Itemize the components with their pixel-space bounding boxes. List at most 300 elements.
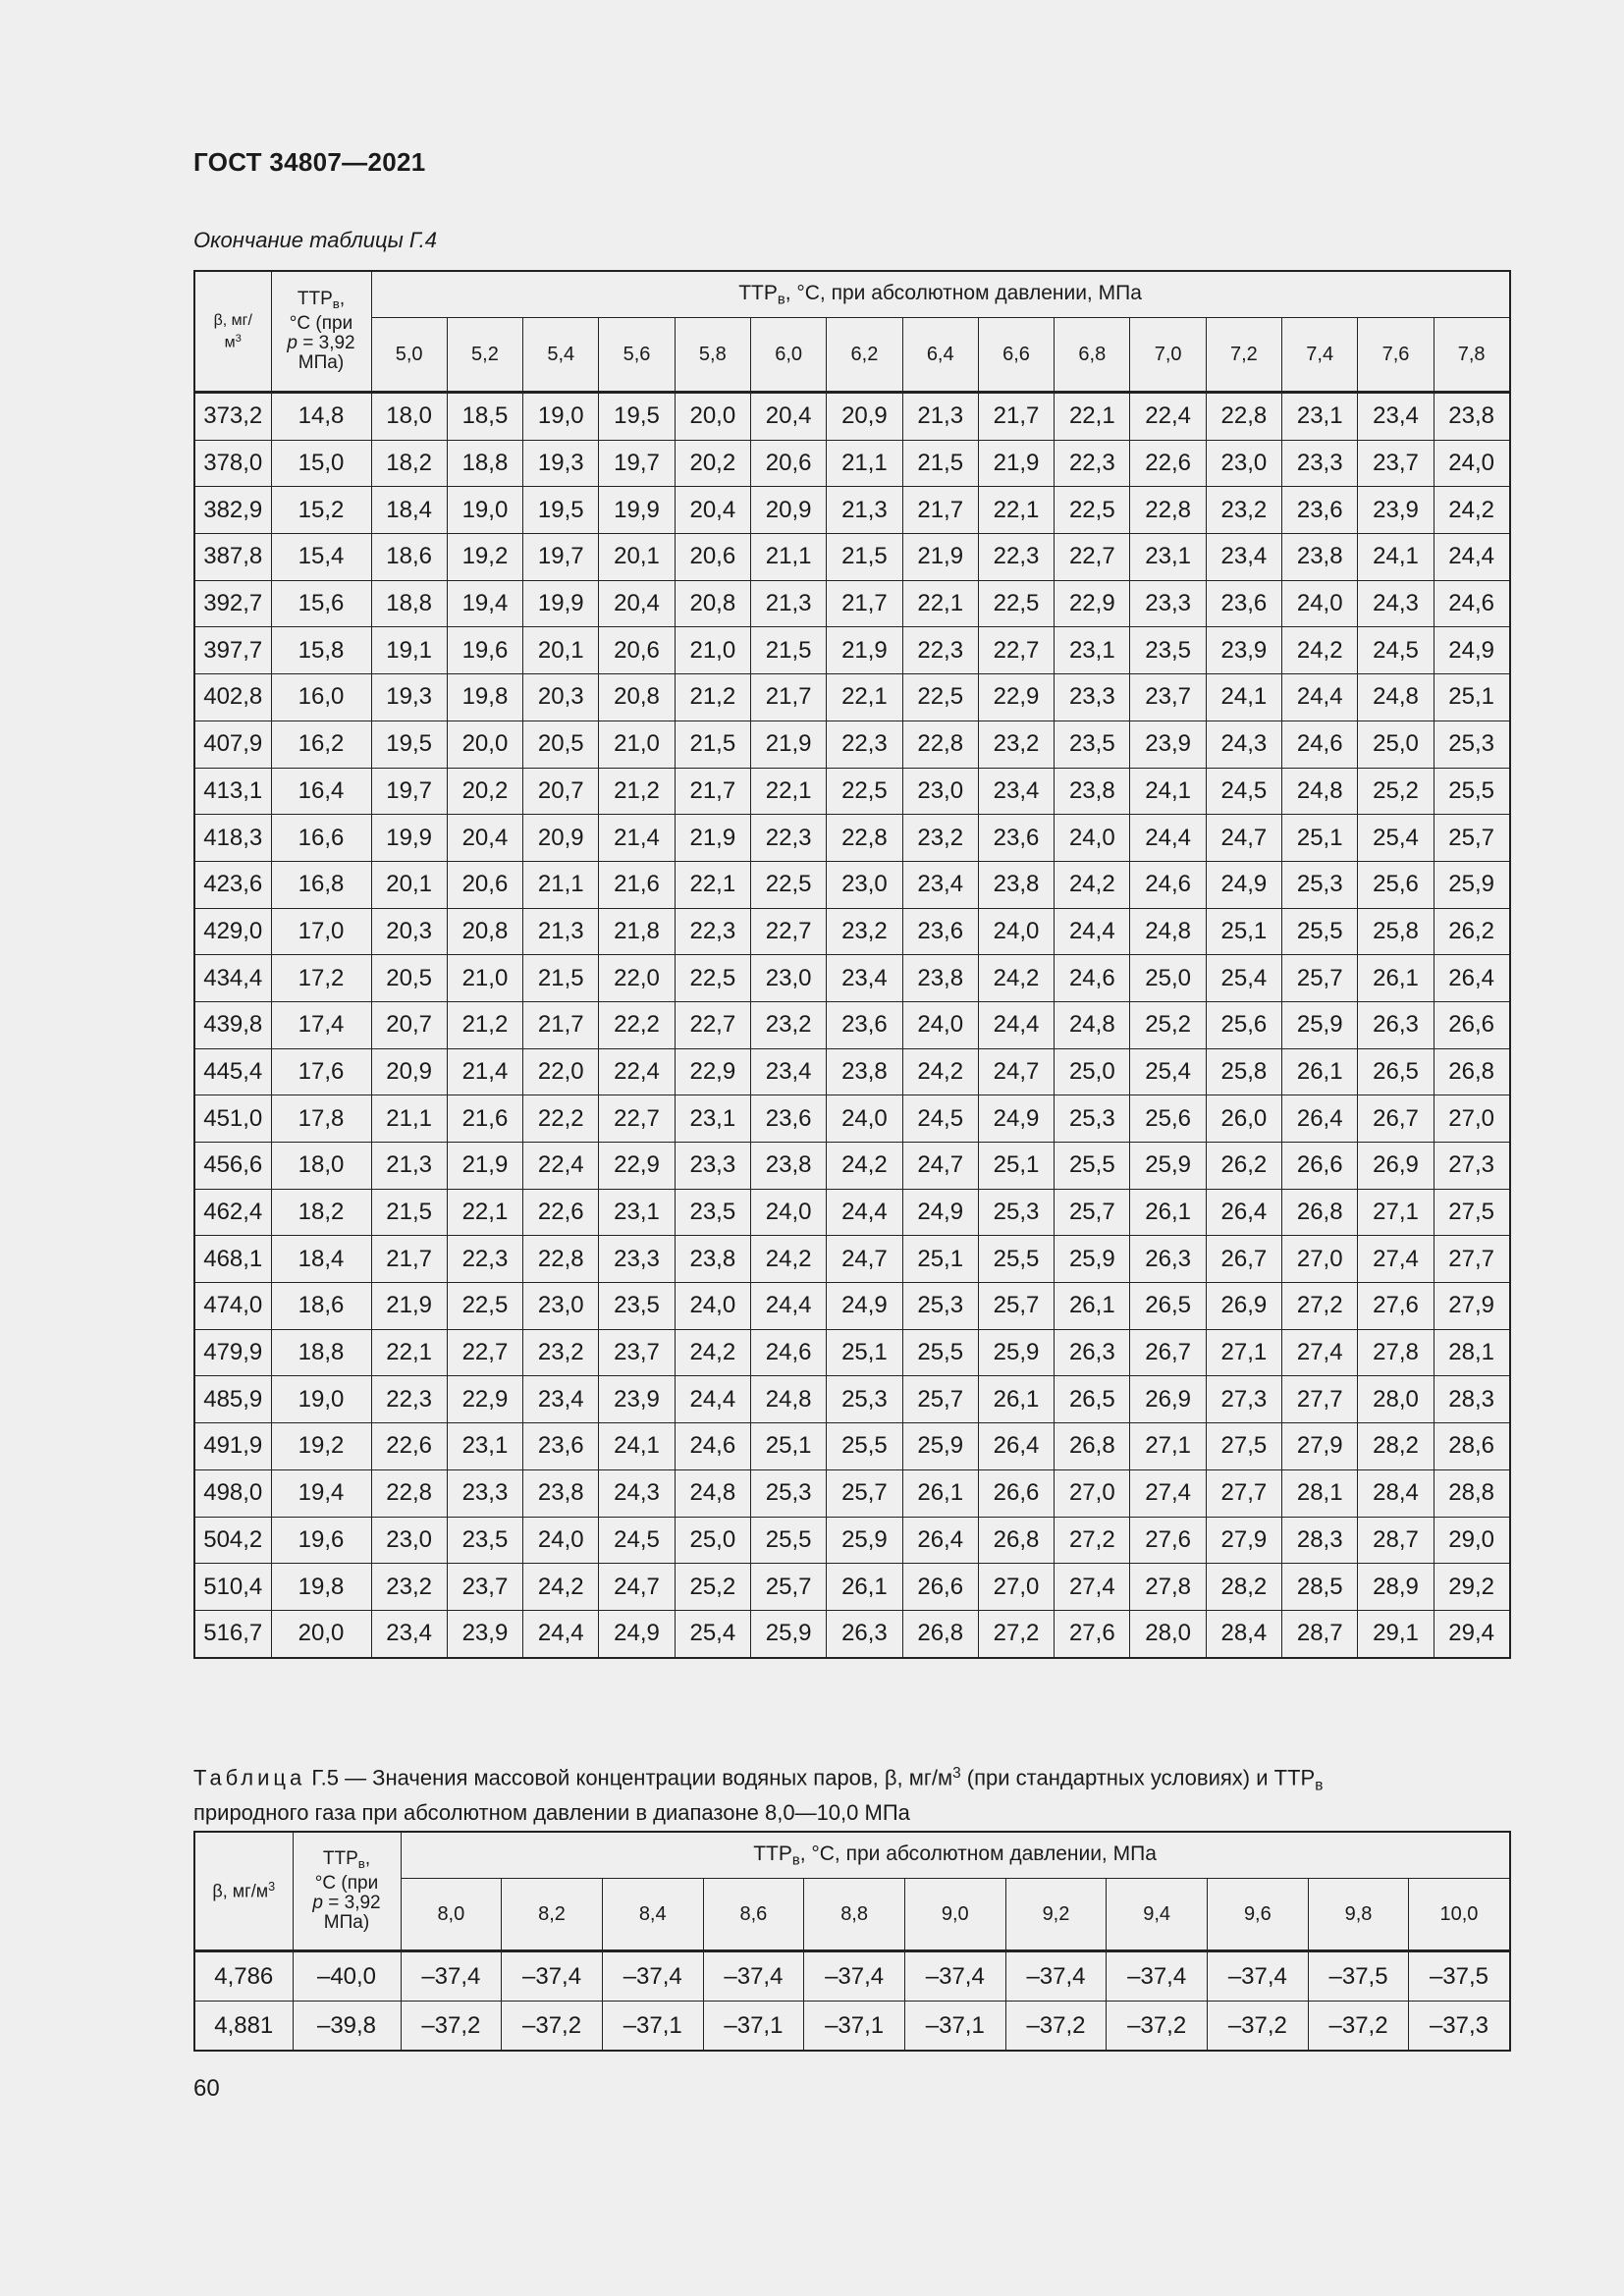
value-cell: 26,2 <box>1434 908 1509 955</box>
value-cell: 20,4 <box>447 815 522 862</box>
value-cell: 25,2 <box>675 1564 750 1611</box>
value-cell: 21,9 <box>675 815 750 862</box>
value-cell: 19,3 <box>523 440 599 487</box>
ttr-ref-cell: 16,6 <box>271 815 371 862</box>
value-cell: 26,3 <box>1130 1236 1206 1283</box>
table-row <box>194 1001 1510 1048</box>
pressure-header-cell: 6,6 <box>978 318 1054 393</box>
value-cell: 22,3 <box>827 721 902 768</box>
value-cell: 28,2 <box>1358 1423 1434 1470</box>
value-cell: 21,1 <box>827 440 902 487</box>
beta-cell: 429,0 <box>194 908 271 955</box>
value-cell: 25,3 <box>902 1283 978 1330</box>
ttr-ref-cell: 19,2 <box>271 1423 371 1470</box>
value-cell: 25,6 <box>1206 1001 1281 1048</box>
value-cell: 22,4 <box>523 1143 599 1190</box>
beta-cell: 392,7 <box>194 580 271 627</box>
ttr-ref-cell: 19,6 <box>271 1517 371 1564</box>
value-cell: 26,9 <box>1358 1143 1434 1190</box>
pressure-header-cell: 8,2 <box>502 1879 603 1951</box>
value-cell: 24,2 <box>902 1048 978 1095</box>
value-cell: 24,7 <box>827 1236 902 1283</box>
value-cell: 22,1 <box>447 1189 522 1236</box>
beta-cell: 387,8 <box>194 534 271 581</box>
value-cell: 19,9 <box>371 815 447 862</box>
value-cell: 27,9 <box>1282 1423 1358 1470</box>
value-cell: 25,8 <box>1206 1048 1281 1095</box>
table-row <box>194 627 1510 674</box>
value-cell: 22,2 <box>599 1001 675 1048</box>
value-cell: 22,1 <box>1055 393 1130 441</box>
value-cell: 27,2 <box>978 1610 1054 1657</box>
value-cell: 22,5 <box>750 861 826 908</box>
value-cell: 26,5 <box>1358 1048 1434 1095</box>
value-cell: 22,7 <box>599 1095 675 1143</box>
value-cell: –37,1 <box>904 2002 1005 2052</box>
value-cell: 24,7 <box>902 1143 978 1190</box>
value-cell: 28,9 <box>1358 1564 1434 1611</box>
value-cell: 25,3 <box>978 1189 1054 1236</box>
pressure-header-cell: 9,8 <box>1308 1879 1409 1951</box>
value-cell: 24,2 <box>978 955 1054 1002</box>
value-cell: 26,4 <box>1282 1095 1358 1143</box>
value-cell: 20,6 <box>599 627 675 674</box>
value-cell: 23,4 <box>902 861 978 908</box>
value-cell: 24,0 <box>675 1283 750 1330</box>
value-cell: 24,8 <box>1358 674 1434 721</box>
table-row <box>194 768 1510 815</box>
value-cell: 27,6 <box>1055 1610 1130 1657</box>
value-cell: 26,7 <box>1130 1329 1206 1376</box>
value-cell: 25,3 <box>1434 721 1509 768</box>
value-cell: 22,6 <box>523 1189 599 1236</box>
value-cell: 25,9 <box>1434 861 1509 908</box>
beta-cell: 373,2 <box>194 393 271 441</box>
value-cell: –37,4 <box>401 1951 502 2002</box>
value-cell: 25,4 <box>1206 955 1281 1002</box>
value-cell: 22,8 <box>1130 487 1206 534</box>
value-cell: 18,0 <box>371 393 447 441</box>
value-cell: 26,4 <box>978 1423 1054 1470</box>
value-cell: 22,0 <box>599 955 675 1002</box>
ttr-ref-cell: 17,4 <box>271 1001 371 1048</box>
ttr-ref-cell: 15,2 <box>271 487 371 534</box>
value-cell: –37,1 <box>602 2002 703 2052</box>
value-cell: –37,5 <box>1308 1951 1409 2002</box>
beta-cell: 516,7 <box>194 1610 271 1657</box>
value-cell: 21,6 <box>599 861 675 908</box>
table-row <box>194 1951 1510 2002</box>
value-cell: 28,8 <box>1434 1469 1509 1517</box>
value-cell: 23,7 <box>1358 440 1434 487</box>
value-cell: 23,0 <box>371 1517 447 1564</box>
value-cell: 25,7 <box>902 1376 978 1423</box>
value-cell: 21,1 <box>750 534 826 581</box>
value-cell: 23,3 <box>447 1469 522 1517</box>
value-cell: 19,2 <box>447 534 522 581</box>
value-cell: 24,4 <box>523 1610 599 1657</box>
value-cell: 27,1 <box>1130 1423 1206 1470</box>
value-cell: 22,3 <box>750 815 826 862</box>
value-cell: 21,9 <box>902 534 978 581</box>
value-cell: 23,4 <box>750 1048 826 1095</box>
value-cell: 25,7 <box>827 1469 902 1517</box>
value-cell: 23,7 <box>1130 674 1206 721</box>
pressure-header-cell: 8,4 <box>602 1879 703 1951</box>
value-cell: –37,4 <box>1208 1951 1309 2002</box>
value-cell: –37,4 <box>1107 1951 1208 2002</box>
ttr-ref-cell: 18,8 <box>271 1329 371 1376</box>
value-cell: 21,7 <box>902 487 978 534</box>
value-cell: –37,1 <box>703 2002 804 2052</box>
value-cell: 23,4 <box>1358 393 1434 441</box>
value-cell: –37,4 <box>804 1951 905 2002</box>
value-cell: 21,9 <box>750 721 826 768</box>
value-cell: 25,1 <box>1434 674 1509 721</box>
value-cell: 26,8 <box>1434 1048 1509 1095</box>
value-cell: 24,1 <box>1206 674 1281 721</box>
value-cell: 24,1 <box>1130 768 1206 815</box>
value-cell: 23,6 <box>902 908 978 955</box>
value-cell: 22,1 <box>371 1329 447 1376</box>
value-cell: 24,1 <box>599 1423 675 1470</box>
beta-cell: 4,786 <box>194 1951 293 2002</box>
beta-cell: 504,2 <box>194 1517 271 1564</box>
value-cell: 27,7 <box>1282 1376 1358 1423</box>
value-cell: 26,8 <box>1055 1423 1130 1470</box>
value-cell: 22,7 <box>675 1001 750 1048</box>
value-cell: 26,8 <box>1282 1189 1358 1236</box>
value-cell: 28,2 <box>1206 1564 1281 1611</box>
value-cell: 27,9 <box>1434 1283 1509 1330</box>
value-cell: 24,9 <box>1434 627 1509 674</box>
value-cell: 18,5 <box>447 393 522 441</box>
value-cell: 23,1 <box>675 1095 750 1143</box>
value-cell: 27,2 <box>1055 1517 1130 1564</box>
value-cell: 22,9 <box>978 674 1054 721</box>
value-cell: 25,1 <box>902 1236 978 1283</box>
value-cell: 23,1 <box>1130 534 1206 581</box>
value-cell: 28,5 <box>1282 1564 1358 1611</box>
value-cell: 22,3 <box>902 627 978 674</box>
value-cell: –37,4 <box>1005 1951 1107 2002</box>
value-cell: 27,0 <box>1434 1095 1509 1143</box>
value-cell: 24,4 <box>1055 908 1130 955</box>
value-cell: 20,2 <box>447 768 522 815</box>
beta-cell: 439,8 <box>194 1001 271 1048</box>
value-cell: –37,1 <box>804 2002 905 2052</box>
value-cell: 25,4 <box>1358 815 1434 862</box>
beta-cell: 418,3 <box>194 815 271 862</box>
value-cell: 23,4 <box>523 1376 599 1423</box>
value-cell: 26,7 <box>1206 1236 1281 1283</box>
value-cell: 24,4 <box>1130 815 1206 862</box>
value-cell: 26,9 <box>1130 1376 1206 1423</box>
pressure-header-row <box>194 318 1510 393</box>
value-cell: –37,2 <box>502 2002 603 2052</box>
value-cell: 18,4 <box>371 487 447 534</box>
value-cell: 21,1 <box>371 1095 447 1143</box>
value-cell: 23,5 <box>1055 721 1130 768</box>
value-cell: 19,5 <box>599 393 675 441</box>
value-cell: 24,0 <box>1055 815 1130 862</box>
value-cell: 24,0 <box>1434 440 1509 487</box>
value-cell: 22,5 <box>902 674 978 721</box>
value-cell: 19,1 <box>371 627 447 674</box>
value-cell: 23,8 <box>902 955 978 1002</box>
beta-cell: 485,9 <box>194 1376 271 1423</box>
value-cell: 25,9 <box>978 1329 1054 1376</box>
value-cell: 23,9 <box>447 1610 522 1657</box>
value-cell: 23,7 <box>599 1329 675 1376</box>
value-cell: 29,1 <box>1358 1610 1434 1657</box>
value-cell: 26,2 <box>1206 1143 1281 1190</box>
value-cell: 25,1 <box>750 1423 826 1470</box>
value-cell: 28,1 <box>1282 1469 1358 1517</box>
value-cell: 22,4 <box>1130 393 1206 441</box>
value-cell: 27,4 <box>1130 1469 1206 1517</box>
value-cell: 21,9 <box>447 1143 522 1190</box>
col-header-beta: β, мг/ $м^3$ <box>194 271 271 393</box>
value-cell: 18,6 <box>371 534 447 581</box>
table-row <box>194 1376 1510 1423</box>
value-cell: 23,2 <box>978 721 1054 768</box>
value-cell: 23,8 <box>1282 534 1358 581</box>
value-cell: 29,0 <box>1434 1517 1509 1564</box>
value-cell: –37,2 <box>1107 2002 1208 2052</box>
value-cell: 19,4 <box>447 580 522 627</box>
pressure-header-cell: 9,6 <box>1208 1879 1309 1951</box>
value-cell: 25,9 <box>750 1610 826 1657</box>
value-cell: 23,1 <box>599 1189 675 1236</box>
value-cell: 26,6 <box>1434 1001 1509 1048</box>
value-cell: 26,1 <box>1055 1283 1130 1330</box>
value-cell: 24,8 <box>1130 908 1206 955</box>
value-cell: 24,0 <box>827 1095 902 1143</box>
value-cell: 23,8 <box>978 861 1054 908</box>
value-cell: 23,5 <box>599 1283 675 1330</box>
beta-cell: 382,9 <box>194 487 271 534</box>
value-cell: 26,8 <box>902 1610 978 1657</box>
value-cell: 22,9 <box>1055 580 1130 627</box>
value-cell: 24,0 <box>1282 580 1358 627</box>
value-cell: 20,9 <box>523 815 599 862</box>
value-cell: 23,2 <box>1206 487 1281 534</box>
value-cell: 21,7 <box>827 580 902 627</box>
value-cell: 25,7 <box>1282 955 1358 1002</box>
ttr-ref-cell: 17,0 <box>271 908 371 955</box>
value-cell: 20,9 <box>750 487 826 534</box>
value-cell: 23,3 <box>1130 580 1206 627</box>
value-cell: 25,5 <box>750 1517 826 1564</box>
value-cell: 22,6 <box>371 1423 447 1470</box>
value-cell: 26,6 <box>978 1469 1054 1517</box>
value-cell: 27,1 <box>1358 1189 1434 1236</box>
value-cell: 24,5 <box>1358 627 1434 674</box>
value-cell: 19,7 <box>371 768 447 815</box>
value-cell: 23,2 <box>827 908 902 955</box>
value-cell: 25,7 <box>1055 1189 1130 1236</box>
value-cell: 22,1 <box>675 861 750 908</box>
value-cell: 22,5 <box>447 1283 522 1330</box>
value-cell: 22,3 <box>675 908 750 955</box>
value-cell: 27,9 <box>1206 1517 1281 1564</box>
value-cell: 24,2 <box>1434 487 1509 534</box>
value-cell: 24,0 <box>523 1517 599 1564</box>
value-cell: 20,4 <box>675 487 750 534</box>
table-row <box>194 861 1510 908</box>
value-cell: 20,0 <box>675 393 750 441</box>
value-cell: 23,6 <box>750 1095 826 1143</box>
table-g5-caption: Таблица Г.5 — Значения массовой концентрации водяных паров, β, $мг/м^3$ (при стандартных условиях) и $ТТР_в$ природного газа при абсолютном давлении в диапазоне 8,0—10,0 МПа <box>193 1765 1324 1826</box>
value-cell: 26,6 <box>1282 1143 1358 1190</box>
table-g5-body <box>194 1951 1510 2052</box>
value-cell: 23,3 <box>675 1143 750 1190</box>
value-cell: 26,4 <box>1434 955 1509 1002</box>
value-cell: 24,7 <box>599 1564 675 1611</box>
value-cell: 25,9 <box>1282 1001 1358 1048</box>
value-cell: 20,7 <box>523 768 599 815</box>
value-cell: 23,4 <box>827 955 902 1002</box>
value-cell: 22,8 <box>523 1236 599 1283</box>
value-cell: 27,4 <box>1055 1564 1130 1611</box>
value-cell: 21,3 <box>523 908 599 955</box>
value-cell: –37,2 <box>1308 2002 1409 2052</box>
table-row <box>194 1564 1510 1611</box>
value-cell: 19,3 <box>371 674 447 721</box>
pressure-header-cell: 5,4 <box>523 318 599 393</box>
table-row <box>194 1610 1510 1657</box>
value-cell: 22,5 <box>1055 487 1130 534</box>
value-cell: 24,4 <box>750 1283 826 1330</box>
value-cell: 26,1 <box>902 1469 978 1517</box>
value-cell: 22,8 <box>371 1469 447 1517</box>
value-cell: 26,1 <box>827 1564 902 1611</box>
value-cell: 20,8 <box>675 580 750 627</box>
value-cell: 19,6 <box>447 627 522 674</box>
value-cell: 27,5 <box>1434 1189 1509 1236</box>
value-cell: 26,1 <box>978 1376 1054 1423</box>
value-cell: 24,4 <box>675 1376 750 1423</box>
table-row <box>194 1329 1510 1376</box>
value-cell: 24,3 <box>1206 721 1281 768</box>
value-cell: 25,3 <box>1055 1095 1130 1143</box>
value-cell: 24,6 <box>750 1329 826 1376</box>
value-cell: 23,3 <box>1282 440 1358 487</box>
table-continuation-caption: Окончание таблицы Г.4 <box>193 228 437 252</box>
value-cell: 23,6 <box>1282 487 1358 534</box>
value-cell: 26,4 <box>902 1517 978 1564</box>
value-cell: 29,4 <box>1434 1610 1509 1657</box>
value-cell: 20,8 <box>599 674 675 721</box>
value-cell: 23,5 <box>675 1189 750 1236</box>
value-cell: 26,6 <box>902 1564 978 1611</box>
value-cell: 21,7 <box>750 674 826 721</box>
value-cell: 20,6 <box>447 861 522 908</box>
value-cell: 25,0 <box>1130 955 1206 1002</box>
value-cell: 22,7 <box>978 627 1054 674</box>
value-cell: 26,0 <box>1206 1095 1281 1143</box>
value-cell: 23,1 <box>1282 393 1358 441</box>
value-cell: 21,5 <box>523 955 599 1002</box>
value-cell: 21,0 <box>599 721 675 768</box>
table-row <box>194 1143 1510 1190</box>
table-row <box>194 1236 1510 1283</box>
value-cell: 25,1 <box>1282 815 1358 862</box>
value-cell: 26,5 <box>1130 1283 1206 1330</box>
value-cell: 27,4 <box>1358 1236 1434 1283</box>
beta-cell: 4,881 <box>194 2002 293 2052</box>
value-cell: 28,7 <box>1282 1610 1358 1657</box>
value-cell: 25,2 <box>1358 768 1434 815</box>
value-cell: 22,4 <box>599 1048 675 1095</box>
value-cell: 23,6 <box>523 1423 599 1470</box>
value-cell: 27,6 <box>1358 1283 1434 1330</box>
value-cell: 25,4 <box>675 1610 750 1657</box>
value-cell: 23,9 <box>1358 487 1434 534</box>
value-cell: 28,3 <box>1434 1376 1509 1423</box>
value-cell: 20,7 <box>371 1001 447 1048</box>
beta-cell: 402,8 <box>194 674 271 721</box>
value-cell: 19,9 <box>523 580 599 627</box>
value-cell: 24,8 <box>750 1376 826 1423</box>
value-cell: 22,3 <box>1055 440 1130 487</box>
value-cell: 25,9 <box>827 1517 902 1564</box>
value-cell: 23,8 <box>1434 393 1509 441</box>
value-cell: 23,3 <box>1055 674 1130 721</box>
value-cell: 24,5 <box>1206 768 1281 815</box>
value-cell: 25,5 <box>1434 768 1509 815</box>
ttr-ref-cell: 16,8 <box>271 861 371 908</box>
table-row <box>194 1517 1510 1564</box>
table-row <box>194 534 1510 581</box>
beta-cell: 451,0 <box>194 1095 271 1143</box>
value-cell: 23,0 <box>1206 440 1281 487</box>
value-cell: 24,6 <box>1434 580 1509 627</box>
value-cell: 23,8 <box>675 1236 750 1283</box>
table-row <box>194 674 1510 721</box>
value-cell: 23,1 <box>447 1423 522 1470</box>
value-cell: 21,3 <box>371 1143 447 1190</box>
value-cell: 23,4 <box>978 768 1054 815</box>
table-row <box>194 1469 1510 1517</box>
table-row <box>194 1189 1510 1236</box>
value-cell: 24,9 <box>902 1189 978 1236</box>
value-cell: 24,4 <box>827 1189 902 1236</box>
value-cell: 21,7 <box>978 393 1054 441</box>
value-cell: 19,8 <box>447 674 522 721</box>
pressure-header-cell: 6,0 <box>750 318 826 393</box>
value-cell: 25,0 <box>1055 1048 1130 1095</box>
value-cell: 23,8 <box>1055 768 1130 815</box>
ttr-ref-cell: 18,2 <box>271 1189 371 1236</box>
value-cell: 25,7 <box>978 1283 1054 1330</box>
value-cell: 27,4 <box>1282 1329 1358 1376</box>
value-cell: 24,6 <box>1055 955 1130 1002</box>
ttr-ref-cell: 19,8 <box>271 1564 371 1611</box>
value-cell: 28,4 <box>1358 1469 1434 1517</box>
value-cell: 25,6 <box>1358 861 1434 908</box>
value-cell: 24,9 <box>978 1095 1054 1143</box>
value-cell: 21,1 <box>523 861 599 908</box>
value-cell: 24,6 <box>1130 861 1206 908</box>
ttr-ref-cell: 16,0 <box>271 674 371 721</box>
value-cell: 27,2 <box>1282 1283 1358 1330</box>
value-cell: 27,0 <box>978 1564 1054 1611</box>
pressure-header-cell: 7,2 <box>1206 318 1281 393</box>
value-cell: 24,8 <box>1282 768 1358 815</box>
value-cell: 24,2 <box>827 1143 902 1190</box>
